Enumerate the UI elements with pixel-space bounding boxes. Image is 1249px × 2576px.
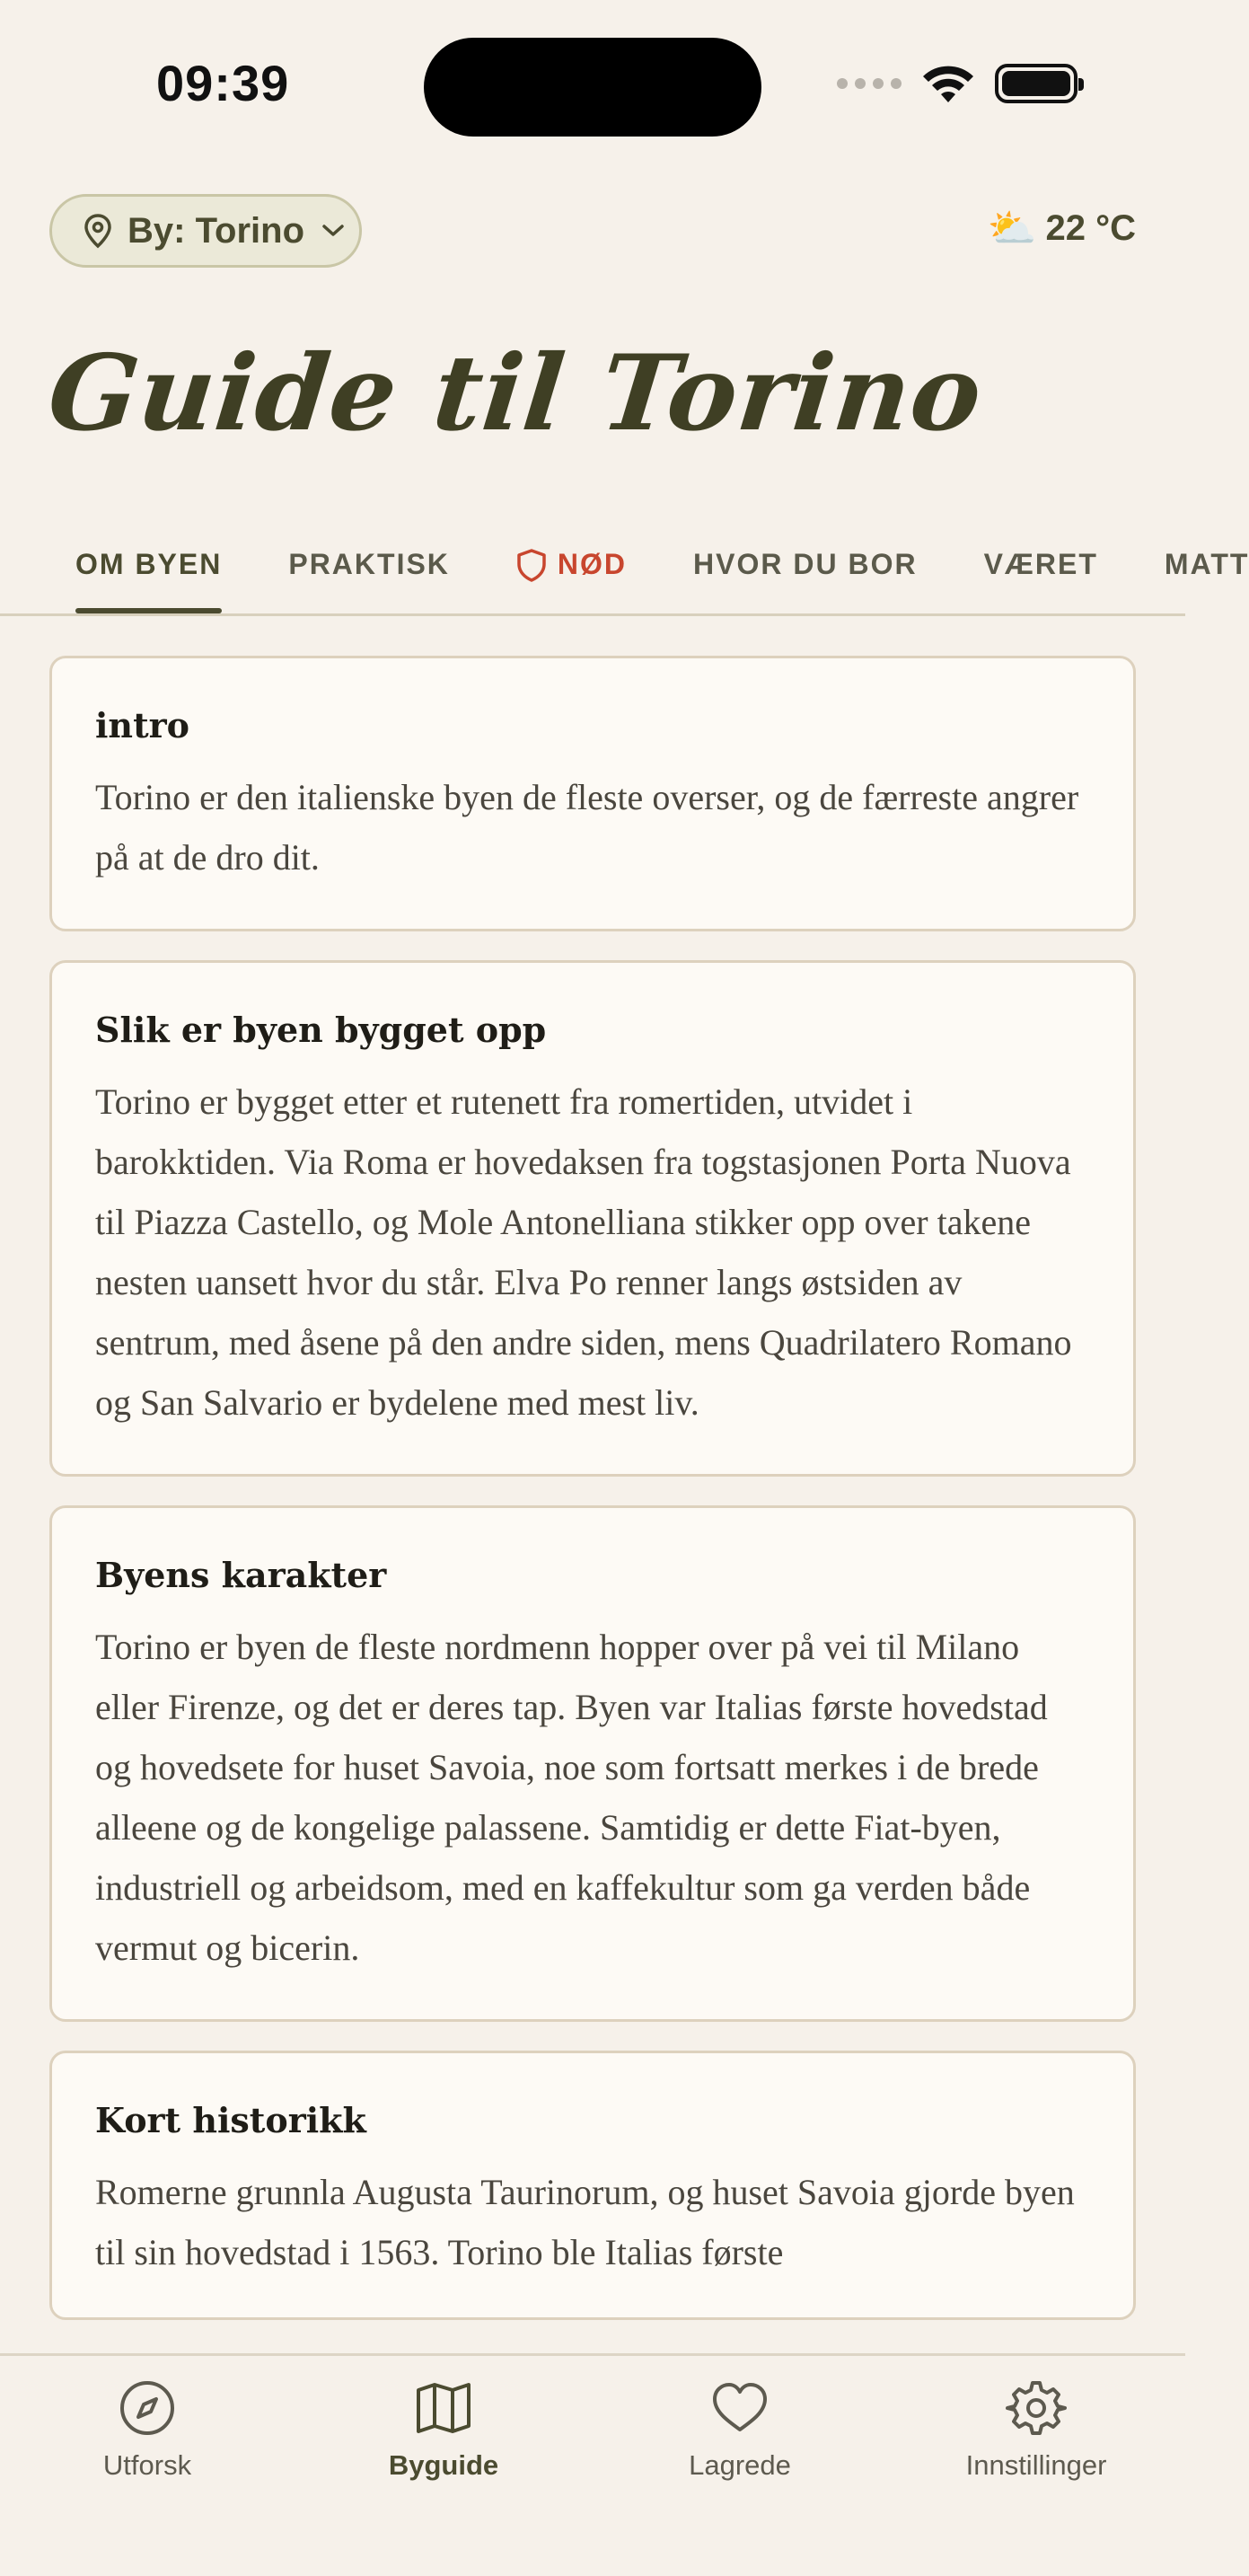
- status-time: 09:39: [156, 55, 290, 111]
- section-title: intro: [95, 705, 189, 745]
- tab-bar: [0, 530, 1249, 616]
- nav-label: Byguide: [388, 2449, 499, 2481]
- nav-label: Lagrede: [689, 2449, 791, 2481]
- section-title: Kort historikk: [95, 2100, 366, 2140]
- status-indicators: [837, 63, 1077, 104]
- section-body: Torino er bygget etter et rutenett fra romertiden, utvidet i barokktiden. Via Roma er hovedaksen fra togstasjonen Porta Nuova til Piazza Castello, og Mole Antonelliana stikker opp over takene nesten uansett hvor du står. Elva Po renner langs østsiden av sentrum, med åsene på den andre siden, mens Quadrilatero Romano og San Salvario er bydelene med mest liv.: [95, 1081, 1072, 1423]
- chevron-down-icon: [321, 223, 346, 239]
- weather-indicator: [988, 205, 1136, 251]
- shield-icon: [516, 548, 547, 582]
- tab-vaeret[interactable]: [984, 530, 1098, 613]
- cellular-signal-icon: [837, 78, 902, 89]
- section-card: [49, 960, 1136, 1477]
- page-title: Guide til Torino: [42, 332, 989, 454]
- status-bar: [0, 0, 1185, 171]
- map-icon: [413, 2378, 474, 2439]
- city-selector[interactable]: [49, 194, 362, 268]
- heart-icon: [709, 2378, 770, 2439]
- battery-icon: [995, 64, 1077, 103]
- tab-label: MATT: [1164, 548, 1249, 580]
- nav-label: Utforsk: [102, 2449, 192, 2481]
- content-scroll[interactable]: [49, 656, 1136, 2349]
- tab-label: NØD: [557, 548, 628, 580]
- tab-praktisk[interactable]: [288, 530, 450, 613]
- tab-label: OM BYEN: [75, 548, 223, 580]
- sun-cloud-icon: ⛅: [987, 207, 1037, 251]
- tab-mat[interactable]: [1165, 530, 1249, 613]
- section-body: Torino er byen de fleste nordmenn hopper over på vei til Milano eller Firenze, og det er deres tap. Byen var Italias første hovedstad og hovedsete for huset Savoia, noe som fortsatt merkes i de brede alleene og de kongelige palassene. Samtidig er dette Fiat-byen, industriell og arbeidsom, med en kaffekultur som ga verden både vermut og bicerin.: [95, 1627, 1048, 1968]
- section-body: Romerne grunnla Augusta Taurinorum, og huset Savoia gjorde byen til sin hovedstad i 1563. Torino ble Italias første: [95, 2172, 1075, 2272]
- section-card: [49, 656, 1136, 931]
- nav-lagrede[interactable]: [623, 2378, 857, 2482]
- compass-icon: [117, 2378, 178, 2439]
- nav-utforsk[interactable]: [31, 2378, 264, 2482]
- gear-icon: [1006, 2378, 1067, 2439]
- tab-label: VÆRET: [983, 548, 1098, 580]
- section-title: Byens karakter: [95, 1555, 387, 1595]
- city-selector-label: By: Torino: [128, 210, 305, 251]
- nav-byguide[interactable]: [327, 2378, 560, 2482]
- section-card: [49, 2051, 1136, 2320]
- tab-label: HVOR DU BOR: [693, 548, 918, 580]
- dynamic-island: [424, 38, 761, 137]
- tab-om-byen[interactable]: [75, 530, 222, 613]
- tab-nod[interactable]: [516, 530, 627, 613]
- section-card: [49, 1505, 1136, 2022]
- tab-label: PRAKTISK: [288, 548, 450, 580]
- wifi-icon: [921, 63, 975, 104]
- section-title: Slik er byen bygget opp: [95, 1010, 547, 1050]
- section-body: Torino er den italienske byen de fleste overser, og de færreste angrer på at de dro dit.: [95, 777, 1079, 878]
- temperature: 22 °C: [1045, 207, 1136, 248]
- nav-label: Innstillinger: [965, 2449, 1107, 2481]
- nav-innstillinger[interactable]: [919, 2378, 1153, 2482]
- tab-hvor-du-bor[interactable]: [693, 530, 918, 613]
- location-pin-icon: [84, 214, 111, 248]
- bottom-nav: [0, 2353, 1185, 2576]
